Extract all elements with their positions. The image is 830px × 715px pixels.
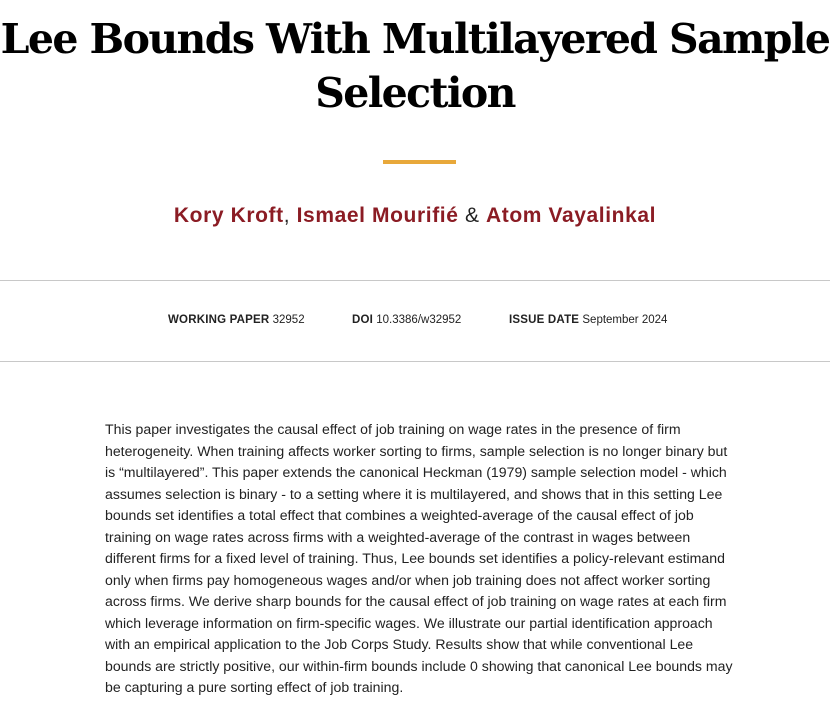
issue-date-label: ISSUE DATE xyxy=(509,314,580,326)
paper-metadata-bar xyxy=(0,280,830,362)
issue-date xyxy=(509,314,667,326)
title-accent-rule xyxy=(383,160,456,164)
author-link-vayalinkal[interactable]: Atom Vayalinkal xyxy=(486,204,657,227)
author-link-kroft[interactable]: Kory Kroft xyxy=(173,204,284,227)
author-link-mourifie[interactable]: Ismael Mourifié xyxy=(296,204,459,227)
author-list xyxy=(0,202,830,230)
author-separator-and: & xyxy=(464,204,480,227)
working-paper-label: WORKING PAPER xyxy=(168,314,270,326)
author-separator-comma: , xyxy=(283,204,291,227)
issue-date-value: September 2024 xyxy=(582,314,668,326)
abstract-text: This paper investigates the causal effect of job training on wage rates in the presence of firm heterogeneity. When training affects worker sorting to firms, sample selection is no longer binary but is “multilayered”. This paper extends the canonical Heckman (1979) sample selection model - which assumes selection is binary - to a setting where it is multilayered, and shows that in this setting Lee bounds set identifies a total effect that combines a weighted-average of the causal effect of job training on wage rates across firms with a weighted-average of the contrast in wages between different firms for a fixed level of training. Thus, Lee bounds set identifies a policy-relevant estimand only when firms pay homogeneous wages and/or when job training does not affect worker sorting across firms. We derive sharp bounds for the causal effect of job training on wage rates at each firm which leverage information on firm-specific wages. We illustrate our partial identification approach with an empirical application to the Job Corps Study. Results show that while conventional Lee bounds are strictly positive, our within-firm bounds include 0 showing that canonical Lee bounds may be capturing a pure sorting effect of job training. xyxy=(105,421,733,695)
page-title: Lee Bounds With Multilayered Sample Selection xyxy=(0,15,830,117)
working-paper-number xyxy=(168,314,305,326)
doi-value: 10.3386/w32952 xyxy=(376,314,462,326)
doi-label: DOI xyxy=(352,314,374,326)
doi xyxy=(352,314,461,326)
working-paper-value: 32952 xyxy=(272,314,305,326)
